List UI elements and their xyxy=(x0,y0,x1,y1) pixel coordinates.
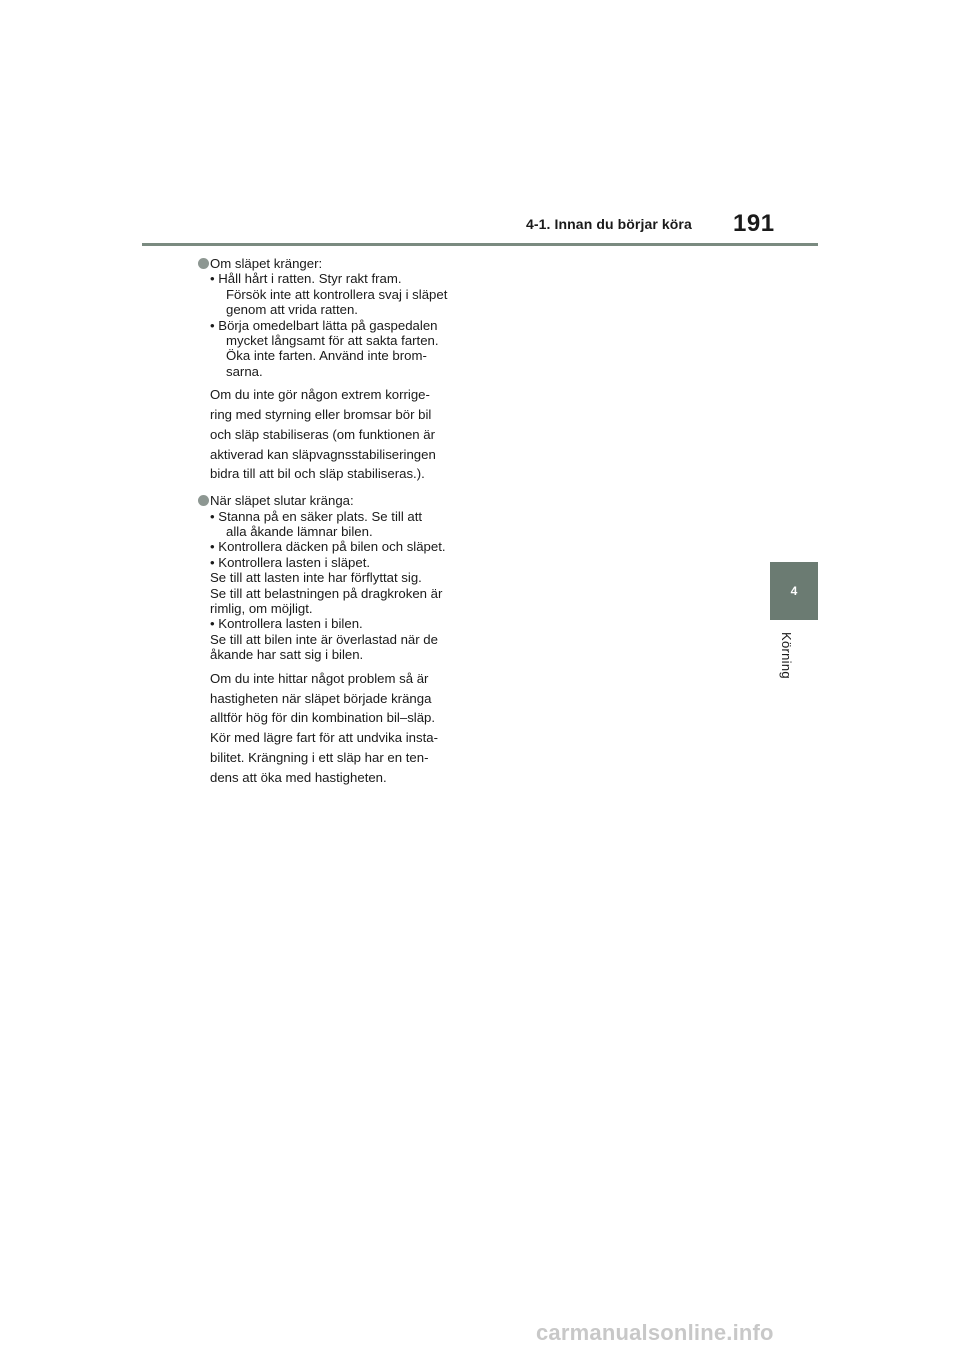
circle-bullet-icon xyxy=(198,495,209,506)
paragraph-line: alltför hög för din kombination bil–släp. xyxy=(210,710,436,726)
list-line: • Kontrollera däcken på bilen och släpet. xyxy=(210,539,446,555)
paragraph-line: Om du inte gör någon extrem korrige- xyxy=(210,387,430,403)
list-line: • Kontrollera lasten i släpet. xyxy=(210,554,371,570)
after-sway-instructions xyxy=(210,493,472,662)
list-line: Se till att belastningen på dragkroken är xyxy=(210,585,443,601)
list-line: sarna. xyxy=(226,363,263,379)
sway-steps xyxy=(210,271,472,379)
list-line: • Börja omedelbart lätta på gaspedalen xyxy=(210,317,438,333)
paragraph-line: bidra till att bil och släp stabiliseras.). xyxy=(210,466,425,482)
page-number: 191 xyxy=(733,210,775,237)
chapter-label: Körning xyxy=(779,632,794,679)
speed-paragraph xyxy=(210,669,472,788)
list-line: genom att vrida ratten. xyxy=(226,302,358,318)
paragraph-line: bilitet. Krängning i ett släp har en ten- xyxy=(210,749,429,765)
paragraph-line: aktiverad kan släpvagnsstabiliseringen xyxy=(210,446,436,462)
list-line: Öka inte farten. Använd inte brom- xyxy=(226,348,427,364)
heading-text: Om släpet kränger: xyxy=(210,256,323,271)
list-line: Se till att bilen inte är överlastad när de xyxy=(210,631,438,647)
bullet-heading-sway xyxy=(210,256,472,271)
paragraph-line: och släp stabiliseras (om funktionen är xyxy=(210,426,436,442)
after-sway-steps xyxy=(210,509,472,663)
list-line: • Stanna på en säker plats. Se till att xyxy=(210,508,423,524)
site-watermark: carmanualsonline.info xyxy=(536,1320,774,1345)
bullet-heading-after-sway xyxy=(210,493,472,508)
list-line: • Håll hårt i ratten. Styr rakt fram. xyxy=(210,271,402,287)
list-line: alla åkande lämnar bilen. xyxy=(226,524,373,540)
header-divider xyxy=(142,243,818,246)
chapter-number: 4 xyxy=(790,584,798,598)
list-line: åkande har satt sig i bilen. xyxy=(210,647,364,663)
sway-instructions xyxy=(210,256,472,379)
section-title: 4-1. Innan du börjar köra xyxy=(526,216,692,232)
chapter-tab xyxy=(770,562,818,620)
list-line: mycket långsamt för att sakta farten. xyxy=(226,333,439,349)
paragraph-line: Kör med lägre fart för att undvika insta- xyxy=(210,730,438,746)
paragraph-line: dens att öka med hastigheten. xyxy=(210,769,387,785)
list-line: • Kontrollera lasten i bilen. xyxy=(210,616,363,632)
list-line: Se till att lasten inte har förflyttat sig. xyxy=(210,570,422,586)
circle-bullet-icon xyxy=(198,258,209,269)
paragraph-line: Om du inte hittar något problem så är xyxy=(210,670,429,686)
list-line: Försök inte att kontrollera svaj i släpet xyxy=(226,286,448,302)
stabilization-paragraph xyxy=(210,385,472,484)
paragraph-line: ring med styrning eller bromsar bör bil xyxy=(210,407,432,423)
paragraph-line: hastigheten när släpet började kränga xyxy=(210,690,432,706)
list-line: rimlig, om möjligt. xyxy=(210,601,313,617)
main-content xyxy=(210,256,472,787)
heading-text: När släpet slutar kränga: xyxy=(210,493,354,509)
